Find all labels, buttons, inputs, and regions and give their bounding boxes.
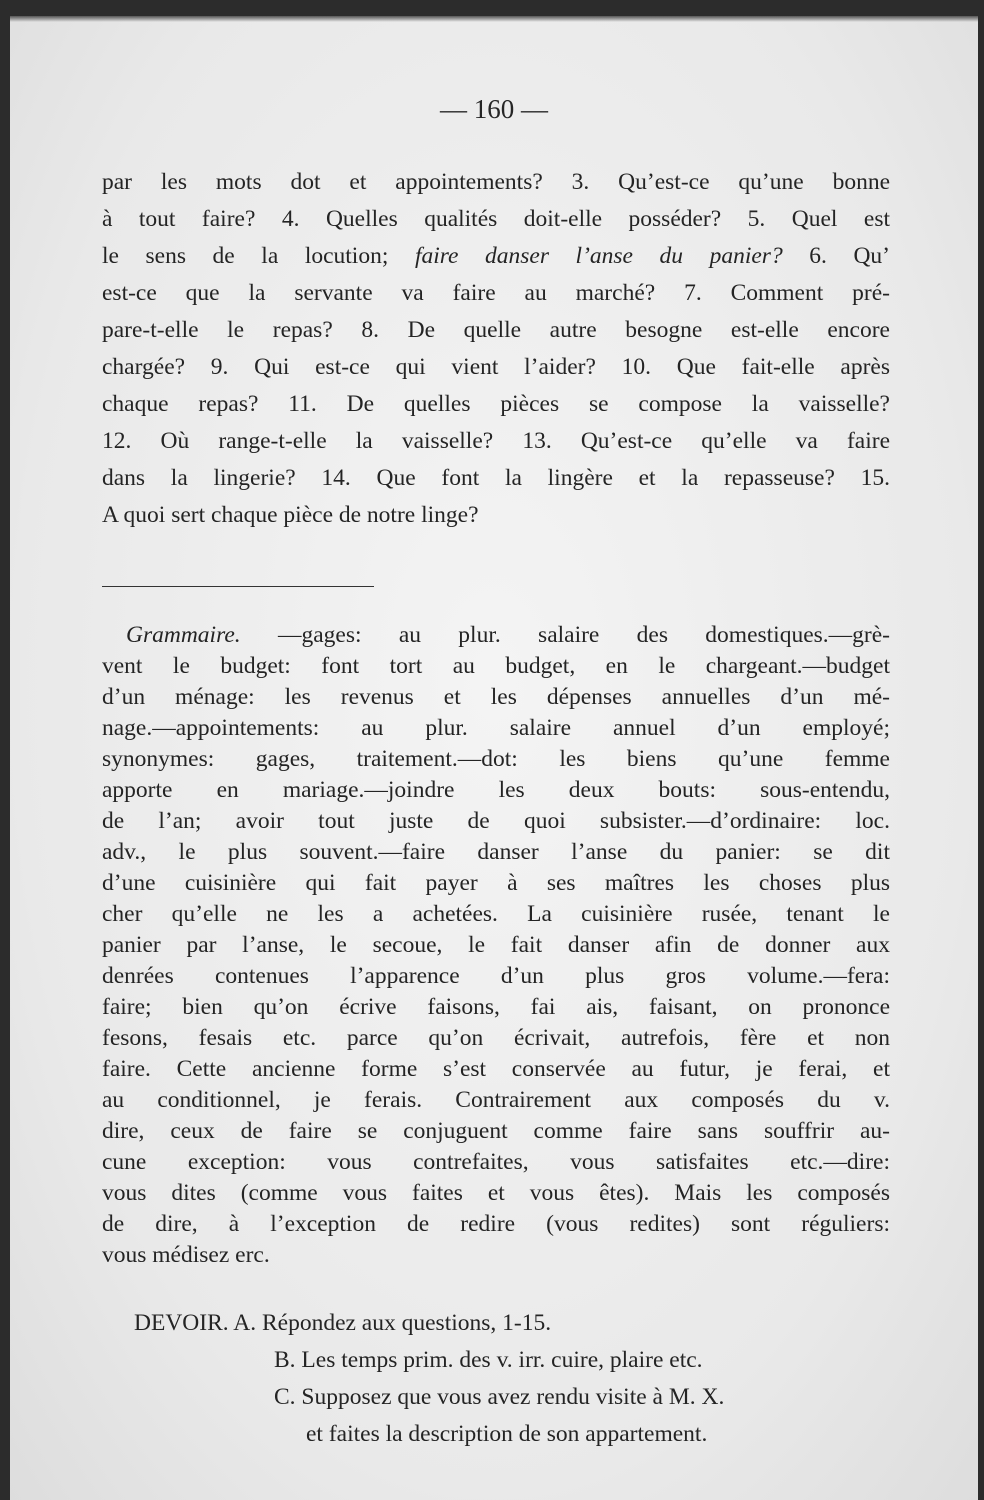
devoir-line-a xyxy=(134,1310,954,1337)
question-line: à tout faire? 4. Quelles qualités doit-elle posséder? 5. Quel est xyxy=(102,206,890,232)
grammar-line: adv., le plus souvent.—faire danser l’anse du panier: se dit xyxy=(102,839,890,865)
devoir-label: DEVOIR. xyxy=(134,1310,229,1336)
question-line: dans la lingerie? 14. Que font la lingère et la repasseuse? 15. xyxy=(102,465,890,491)
grammar-line: vous dites (comme vous faites et vous êtes). Mais les composés xyxy=(102,1180,890,1206)
grammar-line: de dire, à l’exception de redire (vous redites) sont réguliers: xyxy=(102,1211,890,1237)
grammar-line: de l’an; avoir tout juste de quoi subsister.—d’ordinaire: loc. xyxy=(102,808,890,834)
grammar-line-text: —gages: au plur. salaire des domestiques.—grè- xyxy=(277,622,890,648)
devoir-item: et faites la description de son appartement. xyxy=(306,1421,708,1447)
grammar-heading: Grammaire. xyxy=(126,622,241,648)
question-line-end: 6. Qu’ xyxy=(782,243,890,269)
grammar-line: panier par l’anse, le secoue, le fait danser afin de donner aux xyxy=(102,932,890,958)
grammar-line: nage.—appointements: au plur. salaire annuel d’un employé; xyxy=(102,715,890,741)
page-number: — 160 — xyxy=(440,94,548,124)
grammar-line: dire, ceux de faire se conjuguent comme faire sans souffrir au- xyxy=(102,1118,890,1144)
question-line: chaque repas? 11. De quelles pièces se compose la vaisselle? xyxy=(102,391,890,417)
grammar-line: d’un ménage: les revenus et les dépenses annuelles d’un mé- xyxy=(102,684,890,710)
book-page xyxy=(10,16,978,1500)
devoir-item: A. Répondez aux questions, 1-15. xyxy=(233,1310,552,1336)
grammar-paragraph xyxy=(102,622,890,1312)
question-line: 12. Où range-t-elle la vaisselle? 13. Qu’est-ce qu’elle va faire xyxy=(102,428,890,454)
section-divider xyxy=(102,586,374,587)
grammar-line: vent le budget: font tort au budget, en le chargeant.—budget xyxy=(102,653,890,679)
grammar-line: fesons, fesais etc. parce qu’on écrivait, autrefois, fère et non xyxy=(102,1025,890,1051)
locution-italic: faire danser l’anse du panier? xyxy=(414,243,783,269)
question-line: par les mots dot et appointements? 3. Qu’est-ce qu’une bonne xyxy=(102,169,890,195)
question-line: A quoi sert chaque pièce de notre linge? xyxy=(102,502,479,528)
question-line-start: le sens de la locution; xyxy=(102,243,415,269)
grammar-line: cune exception: vous contrefaites, vous satisfaites etc.—dire: xyxy=(102,1149,890,1175)
grammar-line: synonymes: gages, traitement.—dot: les biens qu’une femme xyxy=(102,746,890,772)
question-line: est-ce que la servante va faire au marché? 7. Comment pré- xyxy=(102,280,890,306)
grammar-line: faire; bien qu’on écrive faisons, fai ais, faisant, on prononce xyxy=(102,994,890,1020)
grammar-line: apporte en mariage.—joindre les deux bouts: sous-entendu, xyxy=(102,777,890,803)
questions-paragraph xyxy=(102,169,890,539)
devoir-item: C. Supposez que vous avez rendu visite à M. X. xyxy=(274,1384,725,1410)
grammar-line: cher qu’elle ne les a achetées. La cuisinière rusée, tenant le xyxy=(102,901,890,927)
grammar-line: au conditionnel, je ferais. Contrairement aux composés du v. xyxy=(102,1087,890,1113)
grammar-line: denrées contenues l’apparence d’un plus gros volume.—fera: xyxy=(102,963,890,989)
question-line: pare-t-elle le repas? 8. De quelle autre besogne est-elle encore xyxy=(102,317,890,343)
question-line xyxy=(102,243,890,270)
devoir-item: B. Les temps prim. des v. irr. cuire, plaire etc. xyxy=(274,1347,703,1373)
grammar-line: faire. Cette ancienne forme s’est conservée au futur, je ferai, et xyxy=(102,1056,890,1082)
grammar-line: vous médisez erc. xyxy=(102,1242,270,1268)
grammar-line: d’une cuisinière qui fait payer à ses maîtres les choses plus xyxy=(102,870,890,896)
grammar-line xyxy=(102,622,890,649)
question-line: chargée? 9. Qui est-ce qui vient l’aider? 10. Que fait-elle après xyxy=(102,354,890,380)
